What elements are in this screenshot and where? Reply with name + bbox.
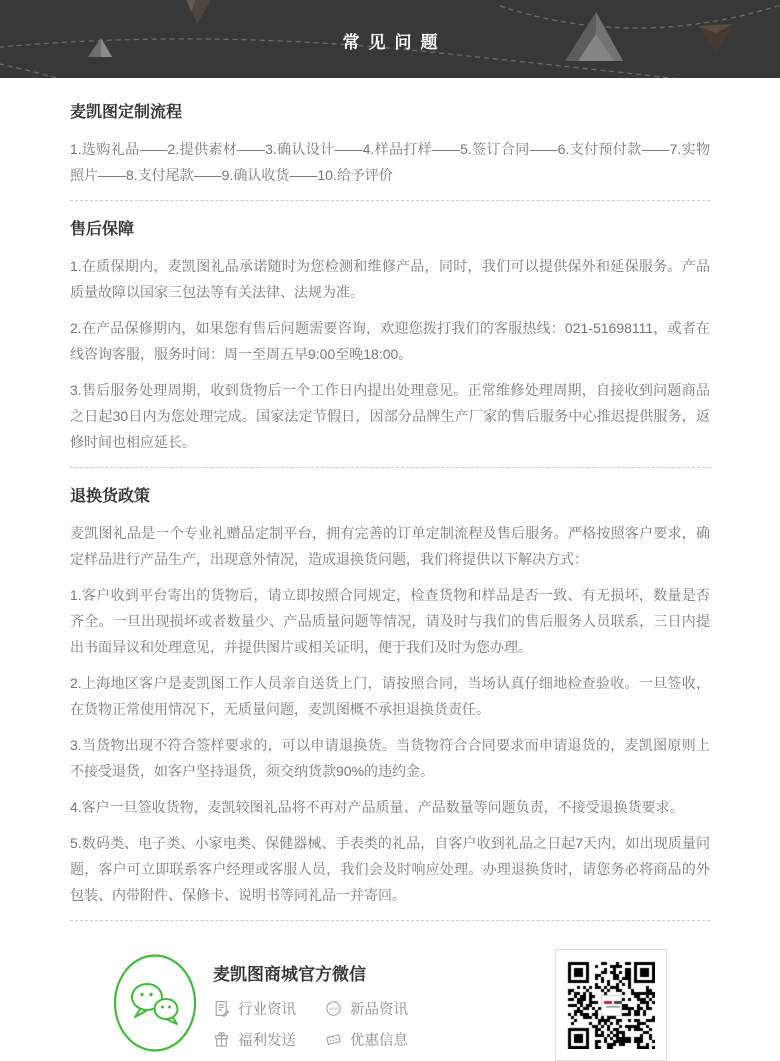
page-title: 常见问题	[342, 33, 447, 52]
return-policy-item: 2.上海地区客户是麦凯图工作人员亲自送货上门，请按照合同，当场认真仔细地检查验收。一旦签收，在货物正常使用情况下，无质量问题，麦凯图概不承担退换货责任。	[70, 675, 710, 717]
section-return-policy	[70, 486, 710, 908]
feature-new-products	[325, 998, 408, 1019]
section-after-sales	[70, 219, 710, 455]
process-steps-text: 1.选购礼品——2.提供素材——3.确认设计——4.样品打样——5.签订合同——6.支付预付款——7.实物照片——8.支付尾款——9.确认收货——10.给予评价	[70, 141, 710, 183]
page-header	[0, 0, 780, 78]
feature-label: 福利发送	[238, 1033, 296, 1049]
dashed-arc	[0, 62, 150, 78]
wechat-footer	[0, 935, 780, 1061]
feature-label: 行业资讯	[238, 1002, 296, 1018]
new-badge-icon	[325, 1000, 342, 1017]
wechat-logo-icon	[113, 953, 197, 1058]
dashed-arc	[500, 2, 780, 28]
wechat-info	[213, 960, 408, 1050]
svg-text:NEW: NEW	[328, 1006, 339, 1012]
faq-content	[0, 102, 780, 921]
wechat-account-title: 麦凯图商城官方微信	[213, 965, 366, 984]
section-custom-process	[70, 102, 710, 188]
return-policy-item: 5.数码类、电子类、小家电类、保健器械、手表类的礼品，自客户收到礼品之日起7天内，如出现质量问题，客户可立即联系客户经理或客服人员，我们会及时响应处理。办理退换货时，请您务必将商品的外包装、内带附件、保修卡、说明书等同礼品一并寄回。	[70, 835, 710, 903]
feature-industry-news	[213, 998, 325, 1019]
section-title: 麦凯图定制流程	[70, 104, 183, 121]
feature-label: 新品资讯	[350, 1002, 408, 1018]
dashed-divider	[70, 920, 710, 921]
document-icon	[213, 1000, 230, 1017]
return-policy-intro: 麦凯图礼品是一个专业礼赠品定制平台，拥有完善的订单定制流程及售后服务。严格按照客户要求，确定样品进行产品生产，出现意外情况，造成退换货问题，我们将提供以下解决方式：	[70, 525, 710, 567]
dashed-divider	[70, 200, 710, 201]
coupon-icon	[325, 1031, 342, 1048]
section-title: 退换货政策	[70, 488, 151, 505]
gift-icon	[213, 1031, 230, 1048]
after-sales-item: 1.在质保期内，麦凯图礼品承诺随时为您检测和维修产品，同时，我们可以提供保外和延保服务。产品质量故障以国家三包法等有关法律、法规为准。	[70, 258, 710, 300]
qr-code-frame	[555, 949, 667, 1061]
feature-label: 优惠信息	[350, 1033, 408, 1049]
return-policy-item: 3.当货物出现不符合签样要求的，可以申请退换货。当货物符合合同要求而申请退货的，麦凯图原则上不接受退货，如客户坚持退货，须交纳货款90%的违约金。	[70, 737, 710, 779]
return-policy-item: 4.客户一旦签收货物，麦凯较图礼品将不再对产品质量、产品数量等问题负责，不接受退换货要求。	[70, 799, 684, 815]
feature-discount-info	[325, 1029, 408, 1050]
section-title: 售后保障	[70, 221, 135, 238]
return-policy-item: 1.客户收到平台寄出的货物后，请立即按照合同规定，检查货物和样品是否一致、有无损坏，数量是否齐全。一旦出现损坏或者数量少、产品质量问题等情况，请及时与我们的售后服务人员联系，三日内提出书面异议和处理意见，并提供图片或相关证明，便于我们及时为您办理。	[70, 587, 710, 655]
after-sales-item: 3.售后服务处理周期，收到货物后一个工作日内提出处理意见。正常维修处理周期，自接收到问题商品之日起30日内为您处理完成。国家法定节假日，因部分品牌生产厂家的售后服务中心推迟提供服务，返修时间也相应延长。	[70, 382, 710, 450]
dashed-divider	[70, 467, 710, 468]
after-sales-item: 2.在产品保修期内，如果您有售后问题需要咨询，欢迎您拨打我们的客服热线：021-51698111，或者在线咨询客服，服务时间：周一至周五早9:00至晚18:00。	[70, 320, 710, 362]
qr-code	[567, 961, 655, 1049]
feature-benefits	[213, 1029, 325, 1050]
wechat-feature-grid	[213, 998, 408, 1050]
